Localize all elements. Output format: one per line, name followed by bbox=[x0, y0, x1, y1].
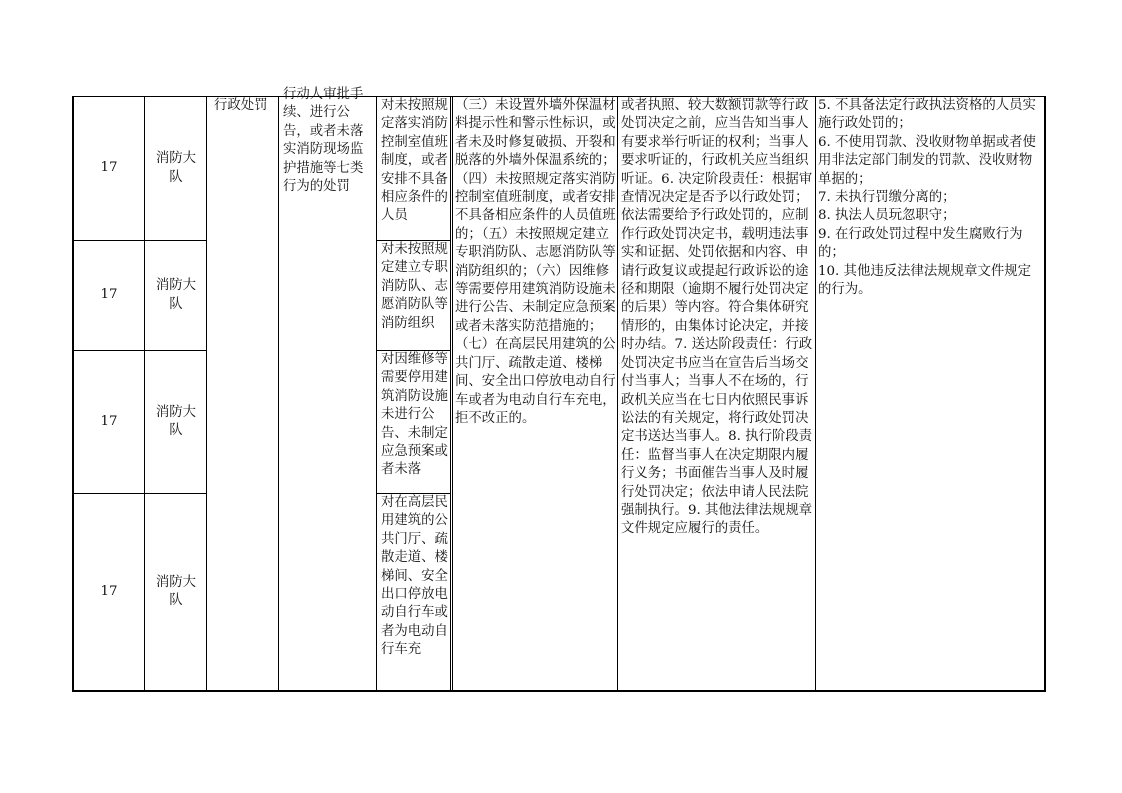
accountability-item: 10. 其他违反法律法规规章文件规定的行为。 bbox=[818, 263, 1032, 297]
category: 行政处罚 bbox=[214, 98, 268, 113]
unit-name: 消防大队 bbox=[155, 278, 197, 312]
item-name: 对未按照规定建立专职消防队、志愿消防队等消防组织 bbox=[381, 242, 448, 331]
accountability-list bbox=[818, 97, 1043, 297]
accountability-item: 5. 不具备法定行政执法资格的人员实施行政处罚的； bbox=[818, 98, 1036, 132]
item-name: 对在高层民用建筑的公共门厅、疏散走道、楼梯间、安全出口停放电动自行车或者为电动自行车充 bbox=[381, 495, 448, 658]
item-name: 对未按照规定落实消防控制室值班制度，或者安排不具备相应条件的人员 bbox=[381, 98, 448, 224]
responsibility: 或者执照、较大数额罚款等行政处罚决定之前，应当告知当事人有要求举行听证的权利；当事人要求听证的，行政机关应当组织听证。6. 决定阶段责任：根据审查情况决定是否予以行政处罚；依法需要给予行政处罚的，应制作行政处罚决定书，载明违法事实和证据、处罚依据和内容、申请行政复议或提起行政诉讼的途径和期限（逾期不履行处罚决定的后果）等内容。符合集体研究情形的，由集体讨论决定，并接时办结。7. 送达阶段责任：行政处罚决定书应当在宣告后当场交付当事人；当事人不在场的，行政机关应当在七日内依照民事诉讼法的有关规定，将行政处罚决定书送达当事人。8. 执行阶段责任：监督当事人在决定期限内履行义务；书面催告当事人及时履行处罚决定；依法申请人民法院强制执行。9. 其他法律法规规章文件规定应履行的责任。 bbox=[621, 98, 813, 537]
col-line bbox=[617, 96, 618, 692]
col-line bbox=[144, 96, 145, 692]
table-bottom-border bbox=[72, 690, 1046, 692]
col-line bbox=[278, 96, 279, 692]
content: （三）未设置外墙外保温材料提示性和警示性标识，或者未及时修复破损、开裂和脱落的外墙外保温系统的；（四）未按照规定落实消防控制室值班制度，或者安排不具备相应条件的人员值班的；（五）未按照规定建立专职消防队、志愿消防队等消防组织的；（六）因维修等需要停用建筑消防设施未进行公告、未制定应急预案或者未落实防范措施的；（七）在高层民用建筑的公共门厅、疏散走道、楼梯间、安全出口停放电动自行车或者为电动自行车充电，拒不改正的。 bbox=[455, 98, 616, 426]
col-line bbox=[376, 96, 377, 692]
unit-name: 消防大队 bbox=[155, 151, 197, 185]
row-number: 17 bbox=[100, 413, 118, 429]
accountability-item: 7. 未执行罚缴分离的； bbox=[818, 190, 956, 206]
col-line bbox=[206, 96, 207, 692]
row-number: 17 bbox=[100, 583, 118, 599]
accountability-item: 9. 在行政处罚过程中发生腐败行为的； bbox=[818, 226, 1023, 261]
col-line bbox=[450, 96, 451, 692]
row-number: 17 bbox=[100, 287, 118, 303]
accountability-item: 8. 执法人员玩忽职守； bbox=[818, 208, 956, 224]
item-name: 对因维修等需要停用建筑消防设施未进行公告、未制定应急预案或者未落 bbox=[381, 352, 448, 478]
col-line bbox=[452, 96, 453, 692]
col-line bbox=[1044, 96, 1046, 692]
subject: 行动人审批手续、进行公告，或者未落实消防现场监护措施等七类行为的处罚 bbox=[283, 87, 364, 195]
unit-name: 消防大队 bbox=[155, 574, 197, 608]
accountability-item: 6. 不使用罚款、没收财物单据或者使用非法定部门制发的罚款、没收财物单据的； bbox=[818, 134, 1036, 187]
col-line bbox=[815, 96, 816, 692]
row-number: 17 bbox=[100, 160, 118, 176]
unit-name: 消防大队 bbox=[155, 404, 197, 438]
